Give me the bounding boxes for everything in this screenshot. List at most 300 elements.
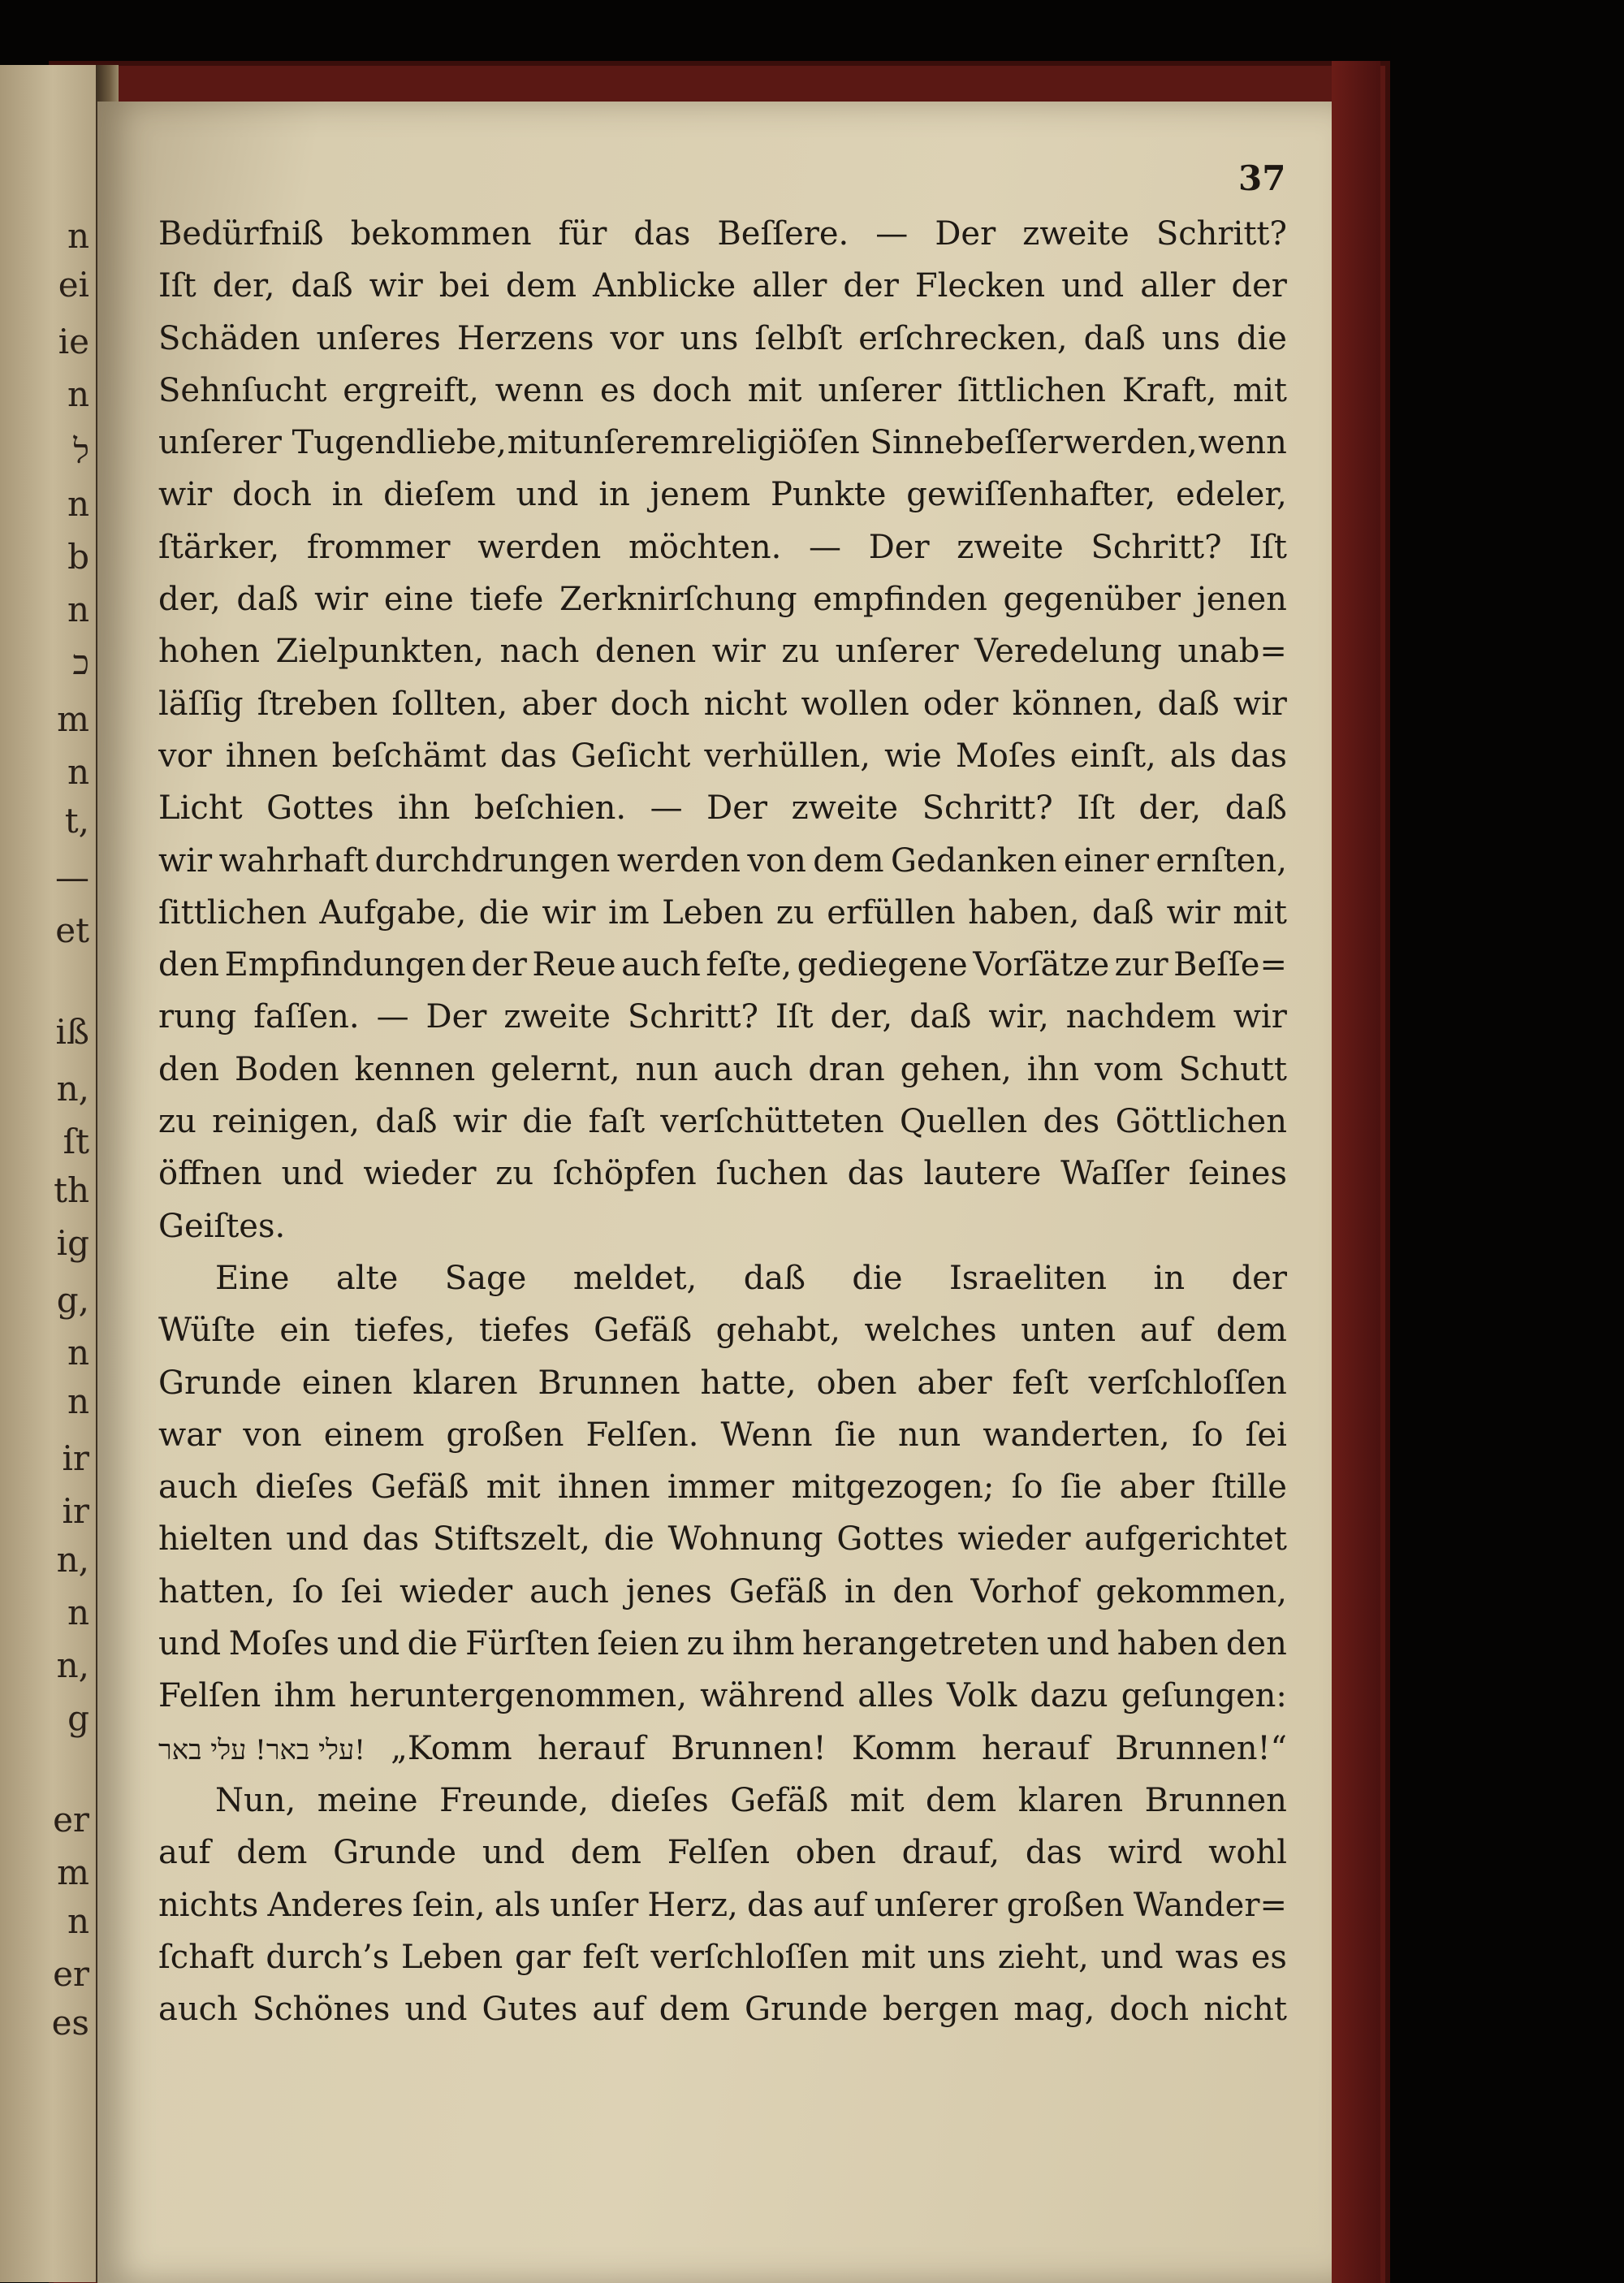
word: verhüllen, (704, 737, 871, 775)
word: Brunnen! (671, 1729, 827, 1767)
word: Herzens (456, 319, 594, 357)
word: des (1043, 1103, 1100, 1141)
word: auf (158, 1834, 211, 1872)
text-line (158, 685, 1287, 737)
word: jenen (1196, 581, 1287, 619)
word: mit (507, 424, 562, 462)
word: uns (680, 319, 739, 357)
word: doch (652, 371, 732, 409)
word: was (1175, 1938, 1240, 1976)
word: ihn (1026, 1050, 1080, 1088)
word: Waſſer (1060, 1155, 1169, 1193)
word: nicht (703, 685, 788, 723)
word: feſte, (706, 946, 793, 984)
word: daß (291, 267, 353, 305)
word: Vorhof (970, 1572, 1079, 1611)
word: aber (1119, 1468, 1194, 1507)
word: auch (158, 1991, 238, 2029)
word: aber (917, 1364, 992, 1402)
word: in (598, 476, 630, 514)
word: wir (1233, 998, 1287, 1036)
word: dem (926, 1781, 997, 1819)
word: wenn (495, 371, 585, 409)
word: und (158, 1625, 222, 1663)
word: Zielpunkten, (275, 633, 485, 671)
word: Geſicht (570, 737, 691, 775)
word: läſſig (158, 685, 244, 723)
text-line (158, 1416, 1287, 1468)
word: tiefes, (354, 1312, 456, 1350)
word: die (478, 893, 529, 932)
word: und (404, 1991, 468, 2029)
text-line (158, 1260, 1287, 1312)
word: gehabt, (715, 1312, 840, 1350)
word: einem (323, 1416, 425, 1454)
word: zweite (957, 528, 1064, 566)
word: der, (830, 998, 893, 1036)
text-line (158, 529, 1287, 581)
word: Gefäß (370, 1468, 469, 1507)
word: wir (369, 267, 423, 305)
previous-page-text-fragment: n (67, 1901, 89, 1941)
text-line (158, 1103, 1287, 1155)
word: ſo (292, 1572, 324, 1611)
word: — (809, 528, 842, 566)
word: dem (570, 1834, 641, 1872)
word: wir (158, 841, 213, 880)
text-line (158, 581, 1287, 633)
word: aber (521, 685, 597, 723)
word: Brunnen (1144, 1781, 1287, 1819)
word: auch (529, 1572, 609, 1611)
word: das (1230, 737, 1287, 775)
word: Beſſere. (717, 215, 849, 253)
word: können, (1012, 685, 1144, 723)
word: der, (212, 267, 275, 305)
word: daß (1157, 685, 1220, 723)
word: uns (926, 1938, 986, 1976)
text-line (158, 1991, 1287, 2043)
word: Moſes (228, 1625, 330, 1663)
word: religiöſen Sinne (701, 424, 964, 462)
word: und (337, 1625, 400, 1663)
word: Wander= (1133, 1886, 1287, 1924)
word: Grunde (333, 1834, 457, 1872)
word: Empfindungen (224, 946, 466, 984)
word: Aufgabe, (319, 893, 467, 932)
word: meldet, (572, 1259, 698, 1297)
word: doch (610, 685, 690, 723)
word: vor (610, 319, 664, 357)
word: und (1047, 1625, 1110, 1663)
word: in (331, 476, 364, 514)
word: Nun, (215, 1781, 296, 1819)
word: es (1250, 1938, 1287, 1976)
word: Moſes (955, 737, 1056, 775)
previous-page-text-fragment: n (67, 484, 89, 524)
word: herangetreten (801, 1625, 1039, 1663)
word: Leben (662, 893, 764, 932)
word: mit (1233, 893, 1287, 932)
word: das (1025, 1834, 1082, 1872)
word: Schutt (1178, 1050, 1287, 1088)
previous-page-text-fragment: es (51, 2003, 89, 2043)
word: Wohnung (667, 1520, 823, 1559)
word: reinigen, (212, 1103, 361, 1141)
word: das (847, 1155, 905, 1193)
word: herauf (537, 1729, 646, 1767)
previous-page-text-fragment: n (67, 1333, 89, 1373)
word: Der (706, 789, 768, 828)
word: wir (314, 581, 369, 619)
previous-page-text-fragment: b (67, 537, 89, 577)
previous-page-text-fragment: — (55, 858, 89, 897)
word: Felſen. (585, 1416, 699, 1454)
word: Sage (444, 1259, 527, 1297)
word: verſchloſſen (1088, 1364, 1287, 1402)
word: ſchöpfen (552, 1155, 697, 1193)
word: Anderes (267, 1886, 404, 1924)
text-line (158, 424, 1287, 476)
previous-page-text-fragment: ir (62, 1438, 89, 1478)
word: Schritt? (627, 998, 758, 1036)
word: die (603, 1520, 654, 1559)
text-line (158, 476, 1287, 528)
word: zu (495, 1155, 534, 1193)
word: ihnen (225, 737, 318, 775)
word: einer (1063, 841, 1149, 880)
word: als (1169, 737, 1216, 775)
word: den (1225, 1625, 1287, 1663)
word: großen (446, 1416, 564, 1454)
word: Flecken (914, 267, 1046, 305)
word: Punkte (771, 476, 887, 514)
text-line (158, 1887, 1287, 1939)
word: zweite (503, 998, 611, 1036)
word: in (1153, 1259, 1186, 1297)
word: auch (158, 1468, 238, 1507)
word: das (746, 1886, 804, 1924)
word: ihnen (557, 1468, 650, 1507)
word: verſchloſſen (650, 1938, 849, 1976)
word: nun (897, 1416, 961, 1454)
word: wir (711, 633, 766, 671)
word: Veredelung (974, 633, 1162, 671)
word: Volk (946, 1677, 1017, 1715)
word: dem (659, 1991, 731, 2029)
word: gediegene (797, 946, 968, 984)
word: Der (425, 998, 487, 1036)
word: Bedürfniß (158, 215, 324, 253)
word: ergreift, (343, 371, 479, 409)
word: hielten (158, 1520, 273, 1559)
word: eine (383, 581, 454, 619)
word: dieſem (383, 476, 496, 514)
text-line (158, 215, 1287, 267)
text-line (158, 1312, 1287, 1364)
previous-page-text-fragment: n, (56, 1645, 89, 1685)
previous-page-text-fragment: n, (56, 1069, 89, 1109)
word: gar (515, 1938, 571, 1976)
word: Gutes (482, 1991, 578, 2029)
word: erfüllen (827, 893, 956, 932)
word: und (482, 1834, 545, 1872)
word: daß (375, 1103, 438, 1141)
word: auf (813, 1886, 866, 1924)
previous-page-text-fragment: th (54, 1170, 89, 1210)
word: nachdem (1065, 998, 1216, 1036)
word: ſittlichen (158, 893, 307, 932)
word: beſchämt (331, 737, 486, 775)
word: dem (1216, 1312, 1287, 1350)
word: ſei (1245, 1416, 1287, 1454)
word: nun (635, 1050, 698, 1088)
word: aller (1140, 267, 1216, 305)
word: hatte, (700, 1364, 797, 1402)
word: wir (542, 893, 596, 932)
text-line (158, 1208, 1287, 1260)
text-line (158, 1782, 1287, 1834)
previous-page-text-fragment: et (55, 910, 89, 950)
word: Israeliten (948, 1259, 1108, 1297)
word: nicht (1203, 1991, 1287, 2029)
word: Leben (401, 1938, 503, 1976)
word: gekommen, (1095, 1572, 1287, 1611)
word: ſo (1011, 1468, 1043, 1507)
word: Licht (158, 789, 243, 828)
word: zweite (1022, 215, 1129, 253)
text-line (158, 998, 1287, 1050)
word: und (286, 1520, 349, 1559)
word: vor (158, 737, 212, 775)
word: unſerem (562, 424, 701, 462)
word: Gottes (836, 1520, 944, 1559)
word: ein (279, 1312, 330, 1350)
word: hohen (158, 633, 261, 671)
word: wieder (363, 1155, 477, 1193)
word: unſer (550, 1886, 639, 1924)
word: „Komm (391, 1729, 512, 1767)
word: jenes (625, 1572, 712, 1611)
word: Fürſten (465, 1625, 590, 1663)
word: als (494, 1886, 541, 1924)
word: aufgerichtet (1084, 1520, 1287, 1559)
word: aller (752, 267, 827, 305)
previous-page-text-fragment: n, (56, 1540, 89, 1580)
word: gehen, (900, 1050, 1012, 1088)
word: großen (1006, 1886, 1125, 1924)
word: daß (1083, 319, 1146, 357)
word: Iſt (158, 267, 197, 305)
word: tiefe (469, 581, 544, 619)
word: feſt (582, 1938, 639, 1976)
word: ſchaft (158, 1938, 254, 1976)
word: Felſen (667, 1834, 770, 1872)
word: der (843, 267, 899, 305)
text-line (158, 633, 1287, 685)
word: daß (1224, 789, 1287, 828)
word: Boden (234, 1050, 339, 1088)
word: die (522, 1103, 573, 1141)
previous-page-text-fragment: g (67, 1698, 89, 1738)
word: unſerer Tugendliebe, (158, 424, 507, 462)
previous-page-text-fragment: ig (56, 1223, 89, 1263)
text-line (158, 946, 1287, 998)
word: unſerer (835, 633, 959, 671)
word: Freunde, (439, 1781, 590, 1819)
word: daß (236, 581, 299, 619)
word: Zerknirſchung (559, 581, 797, 619)
word: Vorſätze (973, 946, 1110, 984)
word: unſeres (316, 319, 441, 357)
previous-page-text-fragment: iß (55, 1012, 89, 1052)
word: ſeines (1188, 1155, 1287, 1193)
word: wir (158, 476, 213, 514)
word: den (158, 1050, 220, 1088)
previous-page-text-fragment: n (67, 752, 89, 792)
word: unſerer (818, 371, 942, 409)
word: der, (158, 581, 221, 619)
previous-page-text-fragment: n (67, 216, 89, 256)
word: Grunde (744, 1991, 868, 2029)
text-line (158, 1051, 1287, 1103)
word: Felſen (158, 1677, 261, 1715)
word: daß (909, 998, 972, 1036)
previous-page-text-fragment: n (67, 1593, 89, 1632)
word: einen (301, 1364, 393, 1402)
word: werden (477, 528, 602, 566)
word: geſungen: (1121, 1677, 1287, 1715)
previous-page-fragment (0, 65, 96, 2282)
word: öffnen (158, 1155, 262, 1193)
word: Iſt (775, 998, 814, 1036)
word: auf (1139, 1312, 1193, 1350)
word: daß (743, 1259, 806, 1297)
word: ſollten, (391, 685, 508, 723)
word: Der (935, 215, 996, 253)
word: meine (317, 1781, 418, 1819)
word: verſchütteten (660, 1103, 884, 1141)
word: dem (505, 267, 577, 305)
previous-page-text-fragment: m (57, 1853, 89, 1892)
word: und (281, 1155, 344, 1193)
word: hatten, (158, 1572, 275, 1611)
word: nichts (158, 1886, 259, 1924)
word: ſein, (412, 1886, 486, 1924)
word: mit (747, 371, 802, 409)
word: und (516, 476, 579, 514)
word: feſt (1012, 1364, 1069, 1402)
word: frommer (306, 528, 451, 566)
word: wie (884, 737, 942, 775)
word: Komm (851, 1729, 957, 1767)
word: wohl (1208, 1834, 1287, 1872)
word: ſtärker, (158, 528, 280, 566)
word: dieſes (255, 1468, 354, 1507)
previous-page-text-fragment: ei (58, 265, 89, 305)
word: Brunnen!“ (1115, 1729, 1287, 1767)
word: zu (775, 893, 814, 932)
word: wir (452, 1103, 507, 1141)
word: mitgezogen; (791, 1468, 995, 1507)
word: faſt (588, 1103, 646, 1141)
word: auch (621, 946, 701, 984)
previous-page-text-fragment: er (53, 1800, 89, 1840)
word: Eine (215, 1259, 290, 1297)
word: wanderten, (983, 1416, 1170, 1454)
word: das (362, 1520, 420, 1559)
word: heruntergenommen, (348, 1677, 688, 1715)
word: Gefäß (728, 1572, 827, 1611)
word: einſt, (1069, 737, 1156, 775)
word: Gottes (266, 789, 374, 828)
word: unſerer (874, 1886, 998, 1924)
word: ihm (732, 1625, 795, 1663)
word: und (1100, 1938, 1164, 1976)
word: Beſſe= (1173, 946, 1287, 984)
word: Stiftszelt, (432, 1520, 590, 1559)
word: doch (1109, 1991, 1190, 2029)
text-line (158, 1730, 1287, 1782)
word: daß (1091, 893, 1155, 932)
previous-page-text-fragment: g, (56, 1280, 89, 1320)
word: Gefäß (594, 1312, 693, 1350)
previous-page-text-fragment: ſt (63, 1122, 89, 1161)
book-page (97, 102, 1332, 2283)
word: wieder (399, 1572, 513, 1611)
word: unten (1021, 1312, 1116, 1350)
word: haben (1116, 1625, 1219, 1663)
word: wir (1233, 685, 1287, 723)
text-line (158, 320, 1287, 372)
text-line (158, 267, 1287, 319)
word: den (892, 1572, 954, 1611)
word: Wüſte (158, 1312, 256, 1350)
word: ſtreben (257, 685, 378, 723)
word: Gefäß (730, 1781, 829, 1819)
previous-page-text-fragment: n (67, 1381, 89, 1421)
word: !עלי באר! עלי באר (158, 1733, 365, 1766)
word: gegenüber (1003, 581, 1181, 619)
word: im (607, 893, 650, 932)
word: Iſt (1249, 528, 1287, 566)
word: dem (813, 841, 884, 880)
word: klaren (1017, 1781, 1124, 1819)
word: für (558, 215, 607, 253)
word: der (471, 946, 527, 984)
word: ſo (1191, 1416, 1224, 1454)
word: werden, (1063, 424, 1198, 462)
word: zu (686, 1625, 725, 1663)
word: uns (1161, 319, 1220, 357)
word: — (650, 789, 683, 828)
word: tiefes (479, 1312, 570, 1350)
word: zweite (791, 789, 899, 828)
word: werden (616, 841, 741, 880)
word: wir (1166, 893, 1220, 932)
word: dieſes (610, 1781, 709, 1819)
word: klaren (412, 1364, 518, 1402)
previous-page-text-fragment: er (53, 1954, 89, 1994)
text-line (158, 1677, 1287, 1729)
word: Herz, (647, 1886, 738, 1924)
text-line (158, 1520, 1287, 1572)
previous-page-text-fragment: כ (72, 642, 89, 682)
word: oben (795, 1834, 876, 1872)
word: durch’s (266, 1938, 390, 1976)
word: denen (594, 633, 697, 671)
word: der (1231, 267, 1287, 305)
